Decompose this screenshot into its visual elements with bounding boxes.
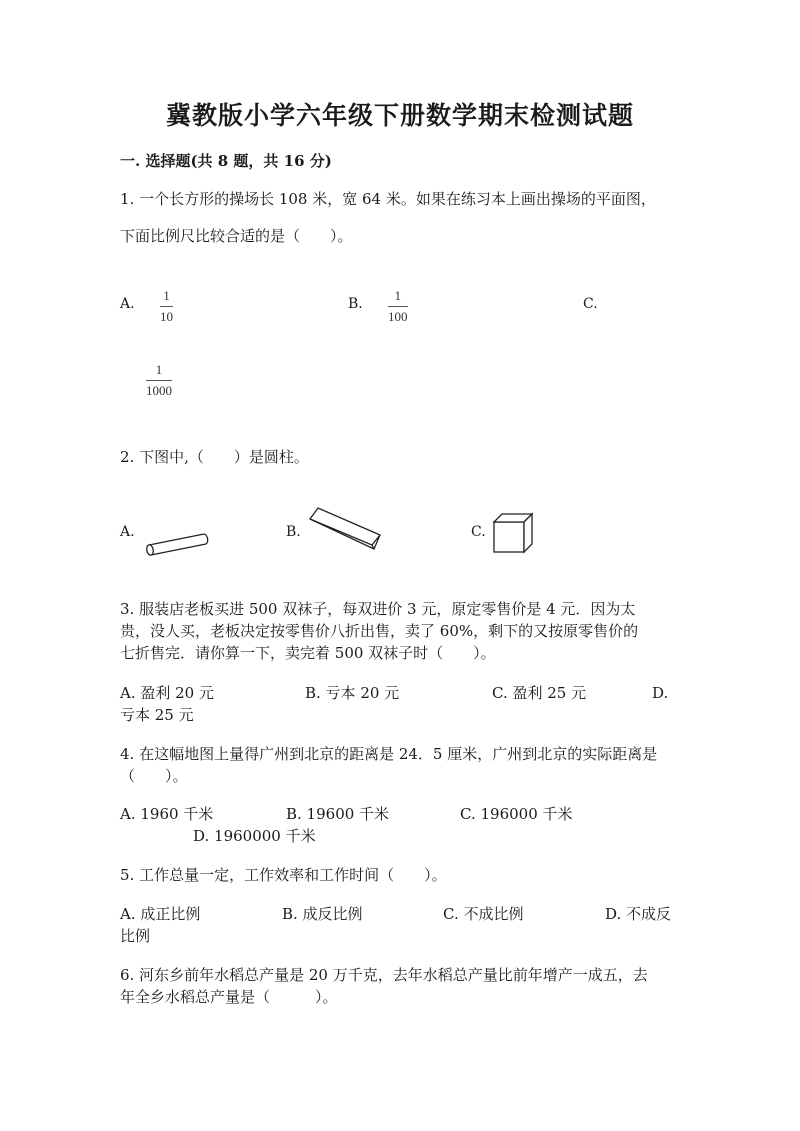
question-6-line-1: 6. 河东乡前年水稻总产量是 20 万千克，去年水稻总产量比前年增产一成五，去: [120, 966, 648, 984]
q4-option-b: B. 19600 千米: [286, 805, 390, 823]
cylinder-icon: [144, 528, 214, 558]
fraction-denominator: 100: [388, 309, 408, 324]
question-3-line-2: 贵，没人买，老板决定按零售价八折出售，卖了 60%，剩下的又按原零售价的: [120, 622, 639, 640]
q2-option-a-letter: A.: [120, 524, 135, 540]
fraction-numerator: 1: [394, 288, 401, 303]
q4-option-c: C. 196000 千米: [460, 805, 573, 823]
q1-option-a-fraction: [160, 288, 173, 325]
question-1-line-2: 下面比例尺比较合适的是（ ）。: [120, 227, 353, 245]
question-4-line-2: （ ）。: [120, 767, 188, 785]
triangular-prism-icon: [304, 505, 384, 555]
section-heading: 一. 选择题(共 8 题，共 16 分): [120, 152, 332, 170]
cube-icon: [492, 512, 536, 556]
fraction-numerator: 1: [163, 288, 170, 303]
fraction-bar: [146, 380, 172, 381]
question-6-line-2: 年全乡水稻总产量是（ ）。: [120, 988, 338, 1006]
question-5-stem: 5. 工作总量一定，工作效率和工作时间（ ）。: [120, 866, 447, 884]
q3-option-c: C. 盈利 25 元: [492, 684, 587, 702]
fraction-denominator: 1000: [146, 383, 172, 398]
q5-option-a: A. 成正比例: [120, 905, 201, 923]
question-1-line-1: 1. 一个长方形的操场长 108 米，宽 64 米。如果在练习本上画出操场的平面图，: [120, 190, 656, 208]
q3-option-b: B. 亏本 20 元: [305, 684, 400, 702]
q1-option-b-letter: B.: [348, 296, 363, 312]
q3-option-d: D.: [652, 684, 669, 702]
q1-option-b-fraction: [388, 288, 408, 325]
q1-option-a-letter: A.: [120, 296, 135, 312]
q2-option-c-letter: C.: [471, 524, 486, 540]
q5-option-d: D. 不成反: [605, 905, 672, 923]
question-3-line-1: 3. 服装店老板买进 500 双袜子，每双进价 3 元，原定零售价是 4 元．因为太: [120, 600, 636, 618]
q4-option-a: A. 1960 千米: [120, 805, 214, 823]
q4-option-d: D. 1960000 千米: [193, 827, 316, 845]
question-3-line-3: 七折售完．请你算一下，卖完着 500 双袜子时（ ）。: [120, 644, 496, 662]
question-4-line-1: 4. 在这幅地图上量得广州到北京的距离是 24．5 厘米，广州到北京的实际距离是: [120, 745, 658, 763]
q5-option-b: B. 成反比例: [282, 905, 363, 923]
fraction-numerator: 1: [155, 362, 163, 377]
q3-option-d-wrap: 亏本 25 元: [120, 706, 194, 724]
q2-option-b-letter: B.: [286, 524, 301, 540]
page-title: 冀教版小学六年级下册数学期末检测试题: [165, 101, 634, 130]
q3-option-a: A. 盈利 20 元: [120, 684, 214, 702]
q5-option-c: C. 不成比例: [443, 905, 524, 923]
fraction-bar: [160, 306, 173, 307]
fraction-denominator: 10: [160, 309, 173, 324]
q1-option-c-fraction: [146, 362, 172, 399]
q1-option-c-letter: C.: [583, 296, 598, 312]
question-2-stem: 2. 下图中,（ ）是圆柱。: [120, 448, 309, 466]
q5-option-d-wrap: 比例: [120, 927, 151, 945]
fraction-bar: [388, 306, 408, 307]
